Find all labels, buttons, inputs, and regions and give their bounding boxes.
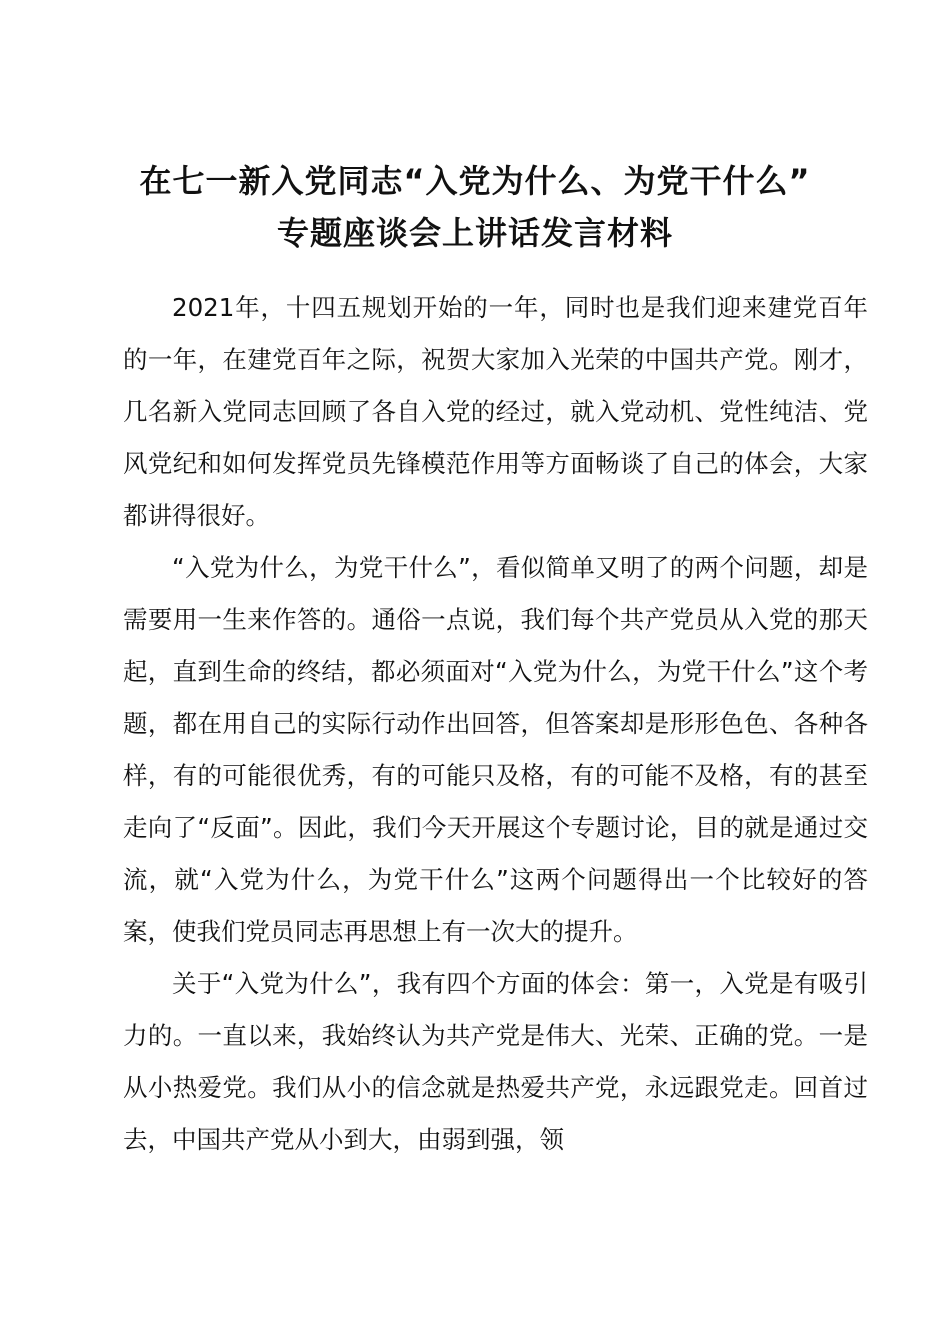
- paragraph-1: 2021年，十四五规划开始的一年，同时也是我们迎来建党百年的一年，在建党百年之际，祝贺大家加入光荣的中国共产党。刚才，几名新入党同志回顾了各自入党的经过，就入党动机、党性纯洁、党风党纪和如何发挥党员先锋模范作用等方面畅谈了自己的体会，大家都讲得很好。: [123, 293, 868, 530]
- paragraph-2: “入党为什么，为党干什么”，看似简单又明了的两个问题，却是需要用一生来作答的。通俗一点说，我们每个共产党员从入党的那天起，直到生命的终结，都必须面对“入党为什么，为党干什么”这个考题，都在用自己的实际行动作出回答，但答案却是形形色色、各种各样，有的可能很优秀，有的可能只及格，有的可能不及格，有的甚至走向了“反面”。因此，我们今天开展这个专题讨论，目的就是通过交流，就“入党为什么，为党干什么”这两个问题得出一个比较好的答案，使我们党员同志再思想上有一次大的提升。: [123, 553, 868, 946]
- document-title-line-2: 专题座谈会上讲话发言材料: [276, 214, 673, 252]
- document-title-line-1: 在七一新入党同志“入党为什么、为党干什么”: [139, 162, 811, 200]
- paragraph-3: 关于“入党为什么”，我有四个方面的体会：第一，入党是有吸引力的。一直以来，我始终认为共产党是伟大、光荣、正确的党。一是从小热爱党。我们从小的信念就是热爱共产党，永远跟党走。回首过去，中国共产党从小到大，由弱到强，领: [123, 969, 868, 1154]
- document-body: [123, 282, 868, 1166]
